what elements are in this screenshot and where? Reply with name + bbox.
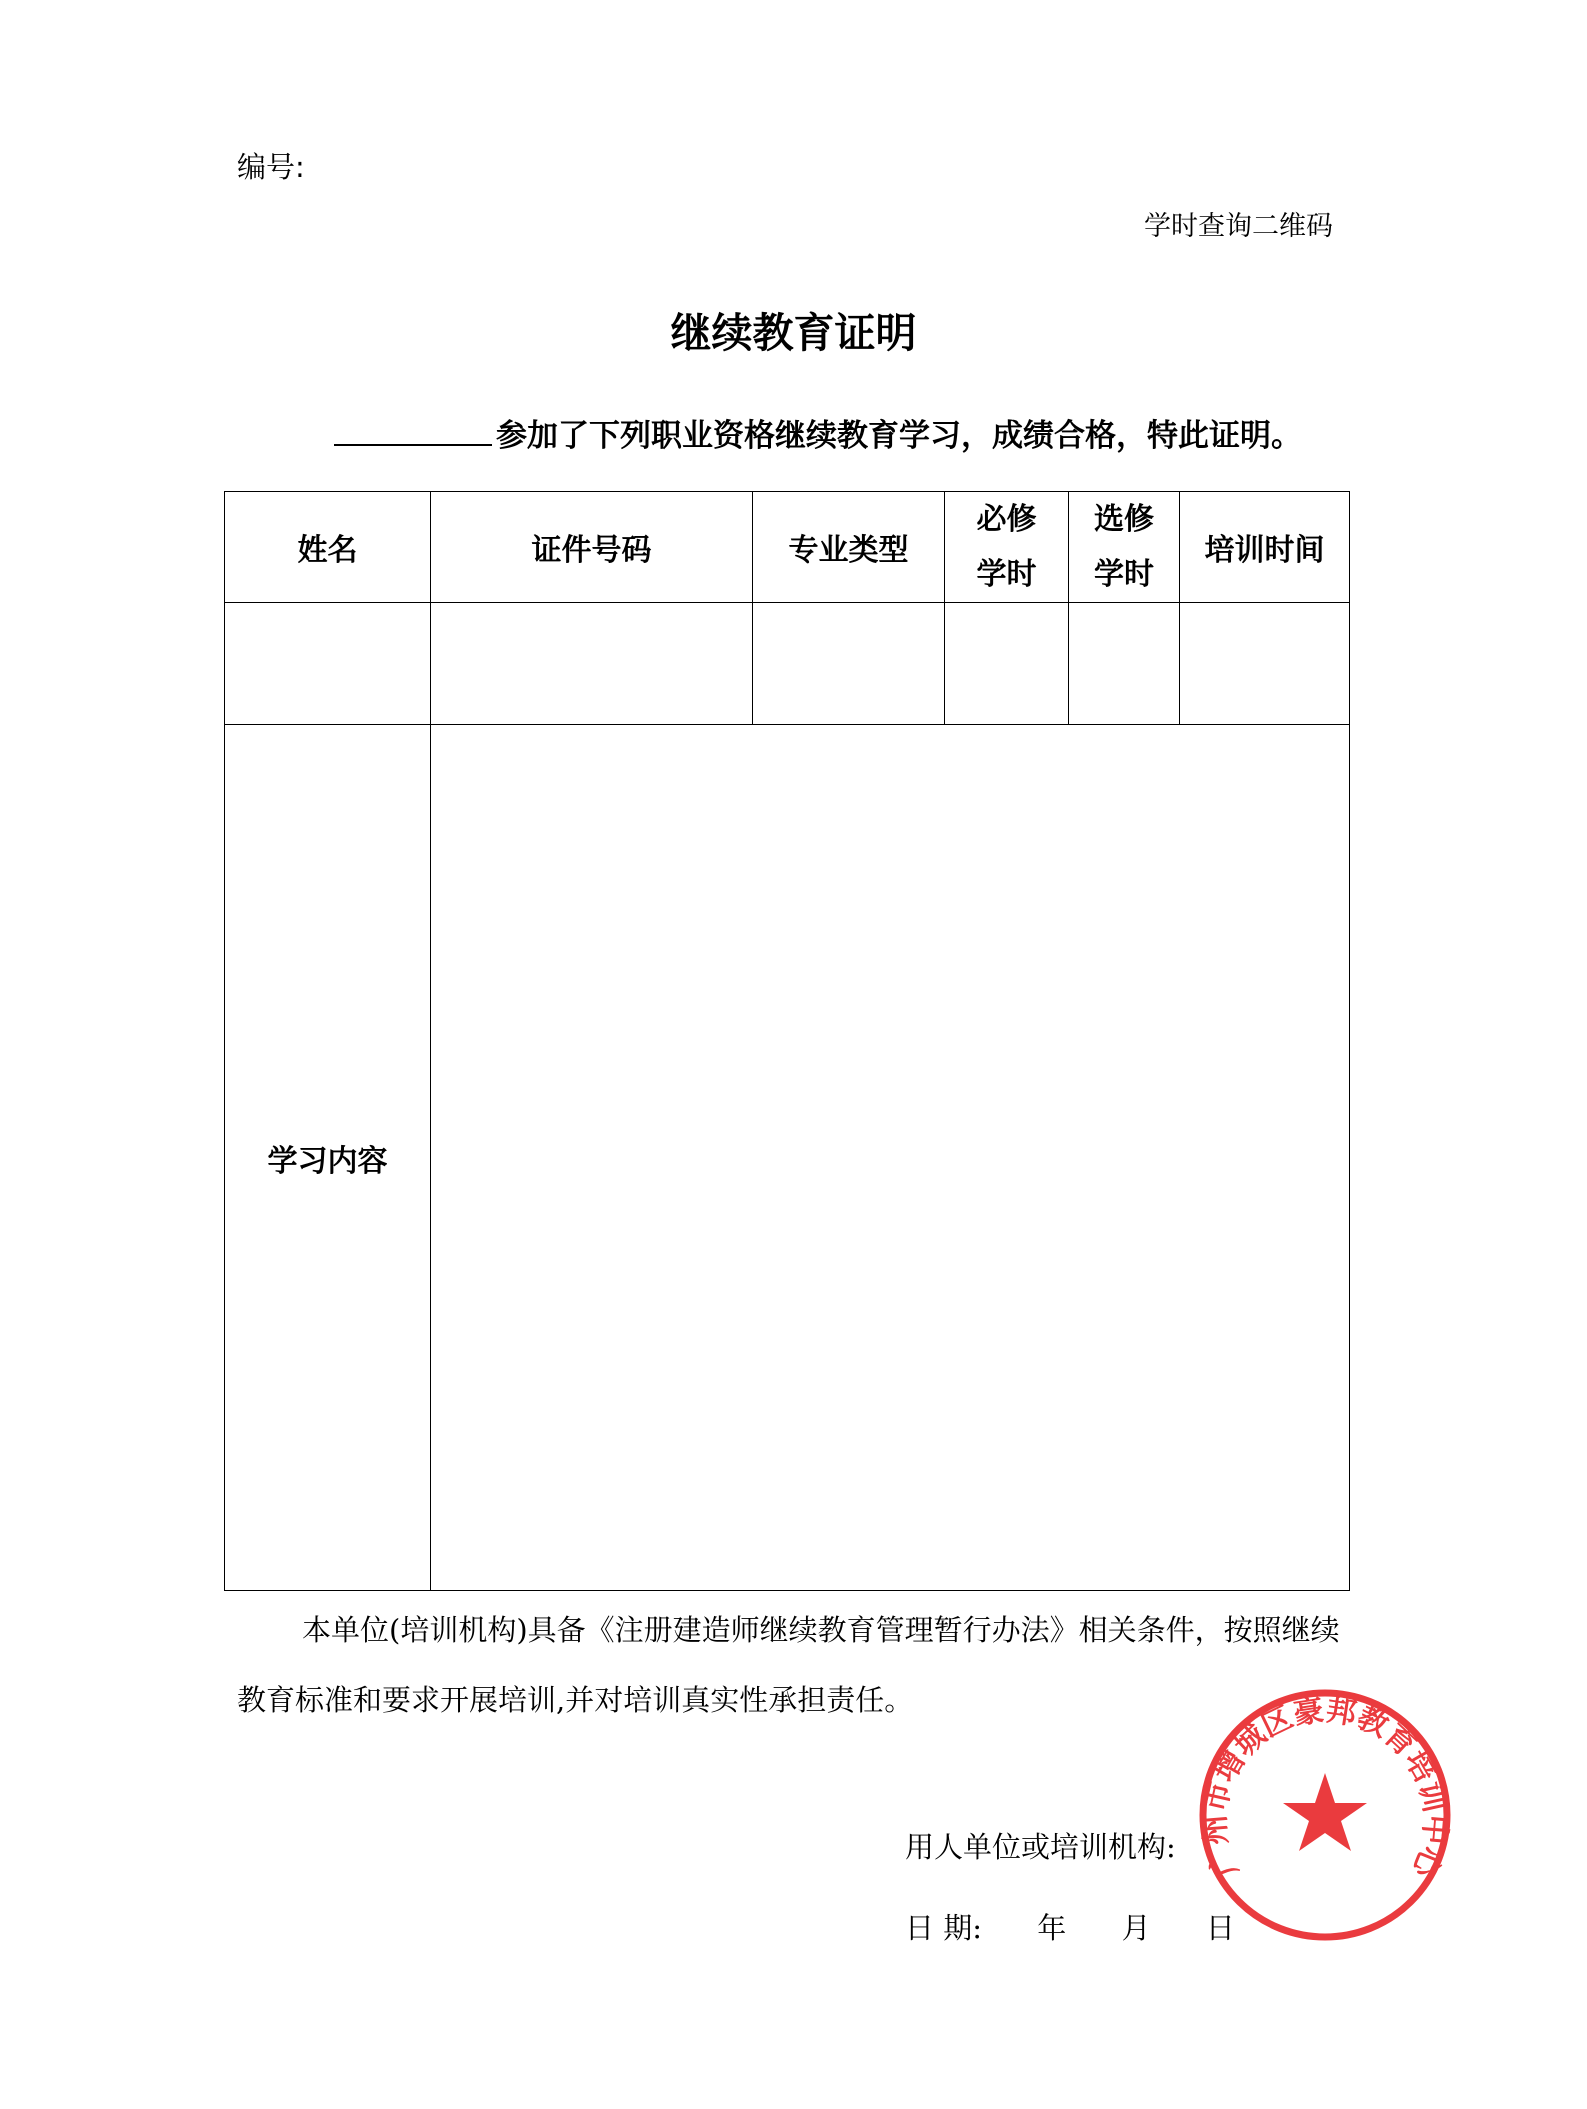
header-required-hours bbox=[945, 492, 1069, 603]
declaration-paragraph: 本单位(培训机构)具备《注册建造师继续教育管理暂行办法》相关条件，按照继续教育标准和要求开展培训,并对培训真实性承担责任。 bbox=[237, 1613, 1340, 1717]
table-header-row bbox=[225, 492, 1350, 603]
cell-major-type[interactable] bbox=[753, 603, 945, 725]
official-seal-stamp bbox=[1195, 1685, 1455, 1945]
header-required-hours-line1: 必修 bbox=[976, 502, 1037, 537]
study-content-row bbox=[225, 725, 1350, 1591]
name-blank-line[interactable] bbox=[334, 412, 492, 446]
statement-text: 参加了下列职业资格继续教育学习，成绩合格，特此证明。 bbox=[496, 418, 1302, 454]
header-required-hours-line2: 学时 bbox=[976, 557, 1037, 592]
study-content-label: 学习内容 bbox=[225, 725, 431, 1591]
header-training-time: 培训时间 bbox=[1180, 492, 1350, 603]
seal-text: 广州市增城区豪邦教育培训中心 bbox=[1197, 1692, 1453, 1883]
qr-code-label: 学时查询二维码 bbox=[1144, 211, 1333, 242]
header-elective-hours bbox=[1069, 492, 1180, 603]
header-elective-hours-line2: 学时 bbox=[1094, 557, 1154, 592]
date-line: 日 期: 年 月 日 bbox=[905, 1911, 1235, 1945]
cell-training-time[interactable] bbox=[1180, 603, 1350, 725]
cell-id-number[interactable] bbox=[431, 603, 753, 725]
organization-signature-label: 用人单位或培训机构: bbox=[905, 1830, 1176, 1864]
certification-statement bbox=[334, 410, 1302, 455]
study-content-cell[interactable] bbox=[431, 725, 1350, 1591]
education-record-table bbox=[224, 491, 1350, 1591]
cell-name[interactable] bbox=[225, 603, 431, 725]
cell-required-hours[interactable] bbox=[945, 603, 1069, 725]
serial-number-label: 编号: bbox=[237, 150, 305, 184]
cell-elective-hours[interactable] bbox=[1069, 603, 1180, 725]
table-row bbox=[225, 603, 1350, 725]
header-id-number: 证件号码 bbox=[431, 492, 753, 603]
star-icon bbox=[1283, 1773, 1367, 1851]
document-title: 继续教育证明 bbox=[670, 309, 917, 357]
header-elective-hours-line1: 选修 bbox=[1094, 502, 1154, 537]
header-major-type: 专业类型 bbox=[753, 492, 945, 603]
header-name: 姓名 bbox=[225, 492, 431, 603]
